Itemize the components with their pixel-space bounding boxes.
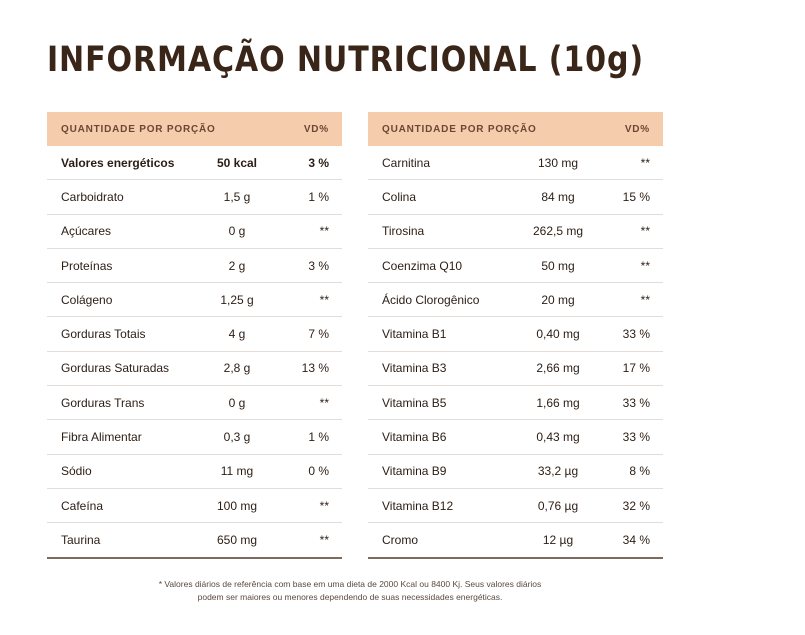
nutrient-name: Vitamina B6 — [382, 430, 447, 445]
nutrient-name: Vitamina B3 — [382, 361, 447, 376]
table-row — [47, 180, 342, 214]
nutrient-vd: 33 % — [622, 395, 650, 410]
table-body — [368, 146, 663, 559]
footnote-line: podem ser maiores ou menores dependendo de suas necessidades energéticas. — [197, 592, 503, 602]
nutrient-quantity: 20 mg — [541, 292, 575, 307]
nutrition-table-left — [47, 112, 342, 559]
table-row — [47, 283, 342, 317]
nutrient-quantity: 33,2 µg — [537, 464, 579, 479]
nutrient-vd: 33 % — [622, 327, 650, 342]
nutrient-name: Gorduras Saturadas — [61, 361, 170, 376]
nutrient-vd: 34 % — [622, 532, 650, 547]
nutrient-name: Proteínas — [61, 258, 113, 273]
nutrient-vd: 1 % — [308, 430, 329, 445]
table-row — [47, 317, 342, 351]
header-quantity: QUANTIDADE POR PORÇÃO — [382, 123, 537, 135]
nutrient-vd: 32 % — [622, 498, 650, 513]
header-vd: VD% — [303, 123, 329, 135]
nutrient-quantity: 0,3 g — [223, 430, 251, 445]
nutrient-vd: 15 % — [622, 189, 650, 204]
nutrient-name: Vitamina B9 — [382, 464, 447, 479]
nutrient-vd: 7 % — [308, 327, 329, 342]
nutrient-name: Carboidrato — [61, 189, 124, 204]
nutrient-vd: ** — [319, 395, 329, 410]
nutrient-quantity: 262,5 mg — [532, 224, 584, 239]
nutrition-table-right — [368, 112, 663, 559]
nutrient-quantity: 2,8 g — [223, 361, 251, 376]
nutrient-vd: 3 % — [308, 258, 329, 273]
nutrient-vd: 8 % — [629, 464, 650, 479]
table-row — [368, 420, 663, 454]
nutrient-quantity: 4 g — [228, 327, 246, 342]
table-row — [47, 420, 342, 454]
nutrient-quantity: 130 mg — [537, 155, 579, 170]
nutrient-name: Colina — [382, 189, 417, 204]
table-row — [47, 215, 342, 249]
nutrient-name: Coenzima Q10 — [382, 258, 463, 273]
nutrient-name: Sódio — [61, 464, 92, 479]
nutrient-vd: ** — [640, 224, 650, 239]
table-row — [368, 489, 663, 523]
table-row — [368, 352, 663, 386]
nutrient-name: Vitamina B1 — [382, 327, 447, 342]
table-row — [368, 386, 663, 420]
page-title: INFORMAÇÃO NUTRICIONAL (10g) — [47, 40, 645, 80]
table-row — [368, 249, 663, 283]
nutrient-vd: ** — [319, 224, 329, 239]
nutrient-vd: 33 % — [622, 430, 650, 445]
table-body — [47, 146, 342, 559]
nutrient-name: Gorduras Totais — [61, 327, 146, 342]
nutrient-quantity: 2 g — [228, 258, 246, 273]
nutrient-quantity: 12 µg — [542, 532, 574, 547]
table-row — [368, 455, 663, 489]
header-quantity: QUANTIDADE POR PORÇÃO — [61, 123, 216, 135]
table-row — [368, 215, 663, 249]
nutrient-quantity: 0 g — [228, 395, 246, 410]
nutrient-quantity: 50 kcal — [216, 155, 258, 170]
nutrient-name: Açúcares — [61, 224, 112, 239]
nutrient-quantity: 84 mg — [541, 189, 575, 204]
nutrient-name: Tirosina — [382, 224, 425, 239]
nutrient-vd: ** — [319, 292, 329, 307]
nutrient-name: Valores energéticos — [61, 155, 175, 170]
nutrient-name: Cafeína — [61, 498, 104, 513]
nutrient-quantity: 50 mg — [541, 258, 575, 273]
nutrient-name: Vitamina B5 — [382, 395, 447, 410]
nutrient-name: Fibra Alimentar — [61, 430, 142, 445]
nutrient-quantity: 0,40 mg — [536, 327, 580, 342]
header-vd: VD% — [624, 123, 650, 135]
nutrient-quantity: 0 g — [228, 224, 246, 239]
nutrient-quantity: 1,25 g — [220, 292, 254, 307]
nutrient-name: Gorduras Trans — [61, 395, 145, 410]
table-row — [47, 146, 342, 180]
nutrient-vd: ** — [640, 155, 650, 170]
table-row — [368, 317, 663, 351]
nutrient-vd: ** — [319, 532, 329, 547]
nutrient-vd: 3 % — [308, 155, 329, 170]
nutrient-name: Cromo — [382, 532, 419, 547]
table-row — [47, 386, 342, 420]
nutrient-quantity: 11 mg — [220, 464, 254, 479]
nutrient-quantity: 0,43 mg — [536, 430, 580, 445]
table-row — [47, 249, 342, 283]
nutrient-quantity: 650 mg — [216, 532, 258, 547]
table-row — [47, 489, 342, 523]
table-row — [368, 523, 663, 558]
nutrient-vd: 17 % — [622, 361, 650, 376]
table-row — [368, 180, 663, 214]
table-row — [47, 352, 342, 386]
nutrient-vd: 0 % — [308, 464, 329, 479]
table-row — [368, 283, 663, 317]
table-header — [368, 112, 663, 146]
nutrient-vd: 1 % — [308, 189, 329, 204]
nutrient-name: Carnitina — [382, 155, 431, 170]
nutrient-quantity: 1,66 mg — [536, 395, 580, 410]
nutrient-quantity: 100 mg — [216, 498, 258, 513]
footnote — [150, 578, 550, 604]
nutrient-name: Ácido Clorogênico — [382, 292, 480, 307]
nutrient-vd: ** — [640, 258, 650, 273]
nutrient-name: Taurina — [61, 532, 101, 547]
table-row — [47, 455, 342, 489]
nutrient-name: Vitamina B12 — [382, 498, 454, 513]
nutrient-vd: ** — [319, 498, 329, 513]
table-row — [47, 523, 342, 558]
table-header — [47, 112, 342, 146]
nutrient-vd: ** — [640, 292, 650, 307]
nutrient-quantity: 2,66 mg — [536, 361, 580, 376]
nutrient-quantity: 1,5 g — [223, 189, 251, 204]
nutrient-quantity: 0,76 µg — [537, 498, 579, 513]
nutrient-name: Colágeno — [61, 292, 113, 307]
footnote-line: * Valores diários de referência com base em uma dieta de 2000 Kcal ou 8400 Kj. Seus valores diários — [158, 579, 542, 589]
nutrient-vd: 13 % — [301, 361, 329, 376]
table-row — [368, 146, 663, 180]
